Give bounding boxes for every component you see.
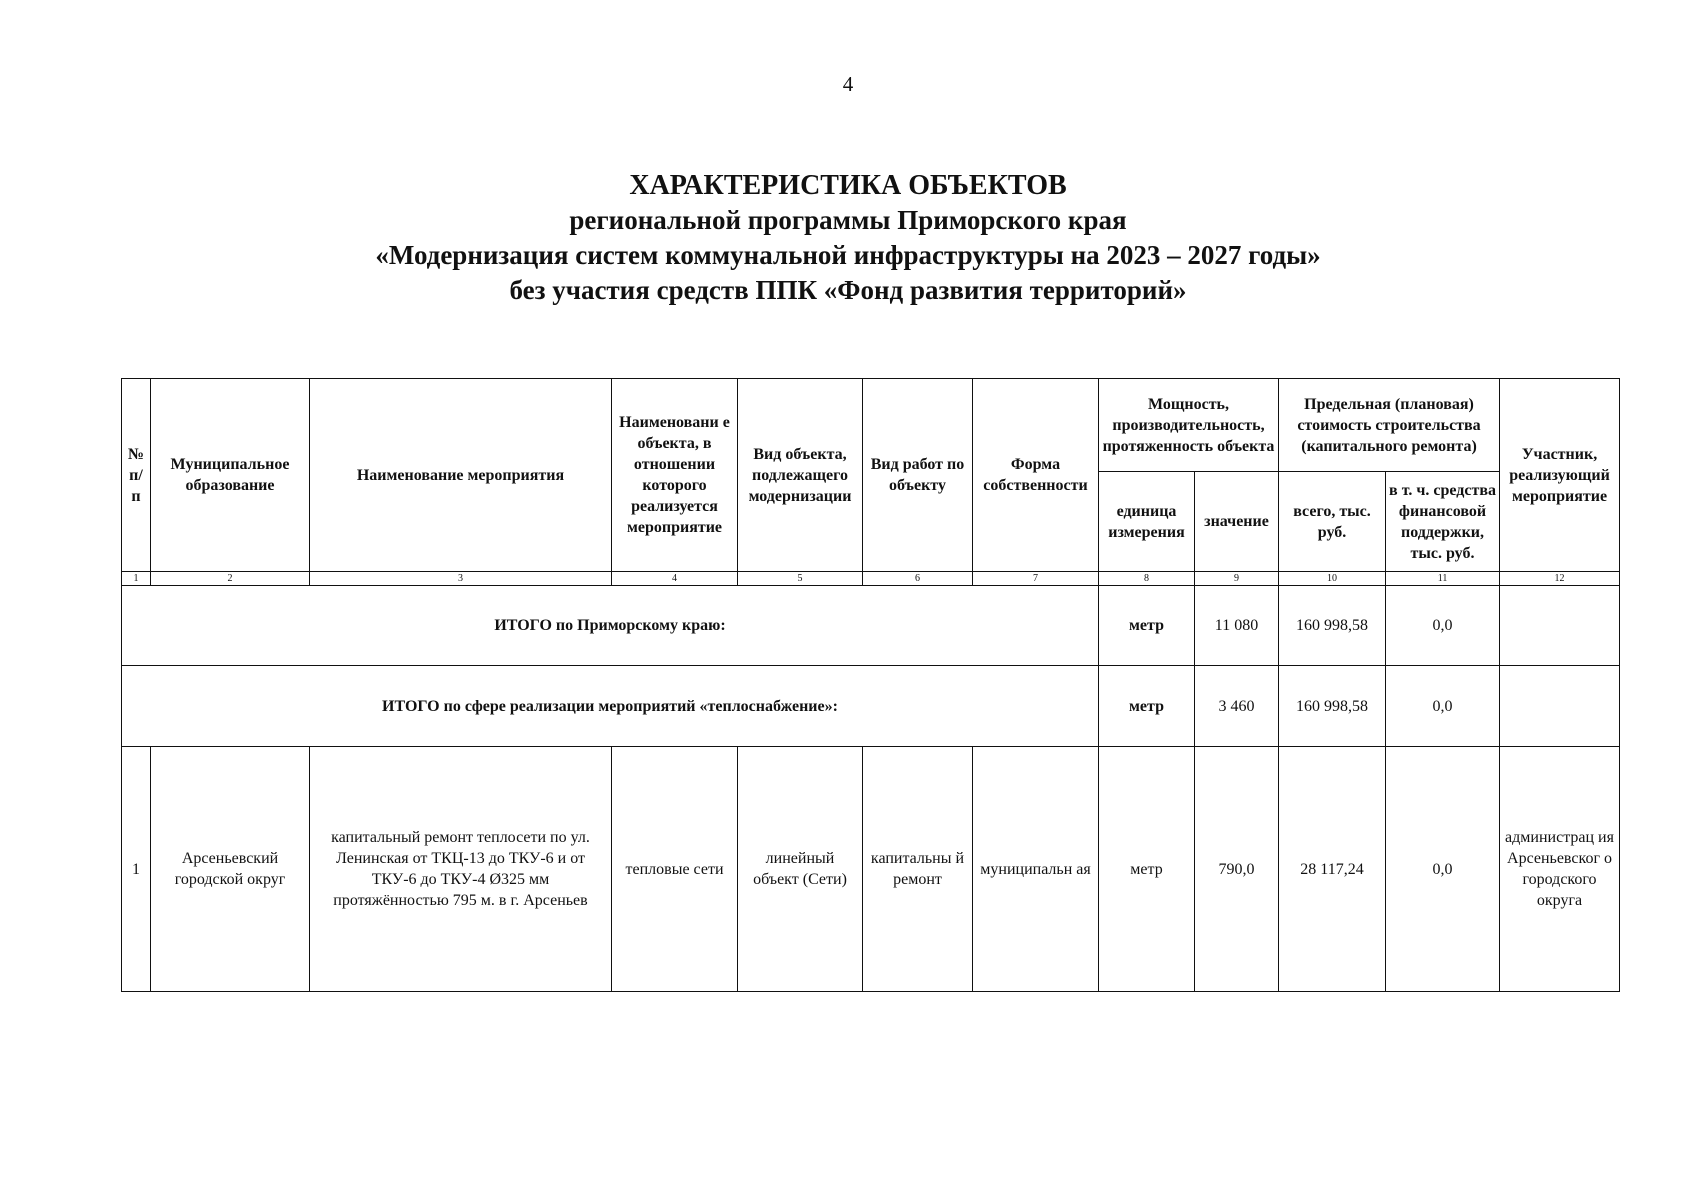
title-line-2: региональной программы Приморского края	[569, 205, 1127, 235]
header-total-cost: всего, тыс. руб.	[1279, 472, 1386, 572]
header-measure-name: Наименование мероприятия	[310, 379, 612, 572]
document-title	[0, 168, 1696, 308]
column-number: 9	[1195, 572, 1279, 586]
row-participant: администрац ия Арсеньевског о городского округа	[1500, 747, 1620, 992]
row-support: 0,0	[1386, 747, 1500, 992]
total-region-value: 11 080	[1195, 586, 1279, 666]
title-line-4: без участия средств ППК «Фонд развития территорий»	[509, 275, 1187, 305]
row-object-type: линейный объект (Сети)	[738, 747, 863, 992]
objects-table	[121, 378, 1620, 992]
column-number: 11	[1386, 572, 1500, 586]
total-heat-label: ИТОГО по сфере реализации мероприятий «теплоснабжение»:	[122, 666, 1099, 747]
total-heat-value: 3 460	[1195, 666, 1279, 747]
page-number: 4	[842, 72, 854, 96]
header-object-type: Вид объекта, подлежащего модернизации	[738, 379, 863, 572]
column-number: 3	[310, 572, 612, 586]
total-region-unit: метр	[1099, 586, 1195, 666]
row-value: 790,0	[1195, 747, 1279, 992]
row-num: 1	[122, 747, 151, 992]
header-unit: единица измерения	[1099, 472, 1195, 572]
row-object-name: тепловые сети	[612, 747, 738, 992]
table-row	[122, 747, 1620, 992]
column-number: 10	[1279, 572, 1386, 586]
total-region-participant	[1500, 586, 1620, 666]
row-total-cost: 28 117,24	[1279, 747, 1386, 992]
column-number: 5	[738, 572, 863, 586]
header-capacity-group: Мощность, производительность, протяженность объекта	[1099, 379, 1279, 472]
header-num: № п/п	[122, 379, 151, 572]
total-region-cost: 160 998,58	[1279, 586, 1386, 666]
total-region-row	[122, 586, 1620, 666]
total-heat-support: 0,0	[1386, 666, 1500, 747]
column-number: 2	[151, 572, 310, 586]
title-line-3: «Модернизация систем коммунальной инфраструктуры на 2023 – 2027 годы»	[375, 240, 1321, 270]
header-row-1	[122, 379, 1620, 472]
row-work-type: капитальны й ремонт	[863, 747, 973, 992]
column-number: 7	[973, 572, 1099, 586]
total-heat-row	[122, 666, 1620, 747]
column-number: 1	[122, 572, 151, 586]
column-number: 4	[612, 572, 738, 586]
header-value: значение	[1195, 472, 1279, 572]
row-municipality: Арсеньевский городской округ	[151, 747, 310, 992]
header-municipality: Муниципальное образование	[151, 379, 310, 572]
total-region-support: 0,0	[1386, 586, 1500, 666]
total-heat-unit: метр	[1099, 666, 1195, 747]
header-work-type: Вид работ по объекту	[863, 379, 973, 572]
header-ownership: Форма собственности	[973, 379, 1099, 572]
column-number: 6	[863, 572, 973, 586]
header-cost-group: Предельная (плановая) стоимость строительства (капитального ремонта)	[1279, 379, 1500, 472]
column-number: 12	[1500, 572, 1620, 586]
total-region-label: ИТОГО по Приморскому краю:	[122, 586, 1099, 666]
total-heat-participant	[1500, 666, 1620, 747]
row-unit: метр	[1099, 747, 1195, 992]
column-number: 8	[1099, 572, 1195, 586]
header-support-funds: в т. ч. средства финансовой поддержки, тыс. руб.	[1386, 472, 1500, 572]
header-object-name: Наименовани е объекта, в отношении которого реализуется мероприятие	[612, 379, 738, 572]
total-heat-cost: 160 998,58	[1279, 666, 1386, 747]
column-numbers-row	[122, 572, 1620, 586]
title-line-1: ХАРАКТЕРИСТИКА ОБЪЕКТОВ	[629, 170, 1067, 201]
row-ownership: муниципальн ая	[973, 747, 1099, 992]
row-measure: капитальный ремонт теплосети по ул. Ленинская от ТКЦ-13 до ТКУ-6 и от ТКУ-6 до ТКУ-4 Ø325 мм протяжённостью 795 м. в г. Арсеньев	[310, 747, 612, 992]
header-participant: Участник, реализующий мероприятие	[1500, 379, 1620, 572]
